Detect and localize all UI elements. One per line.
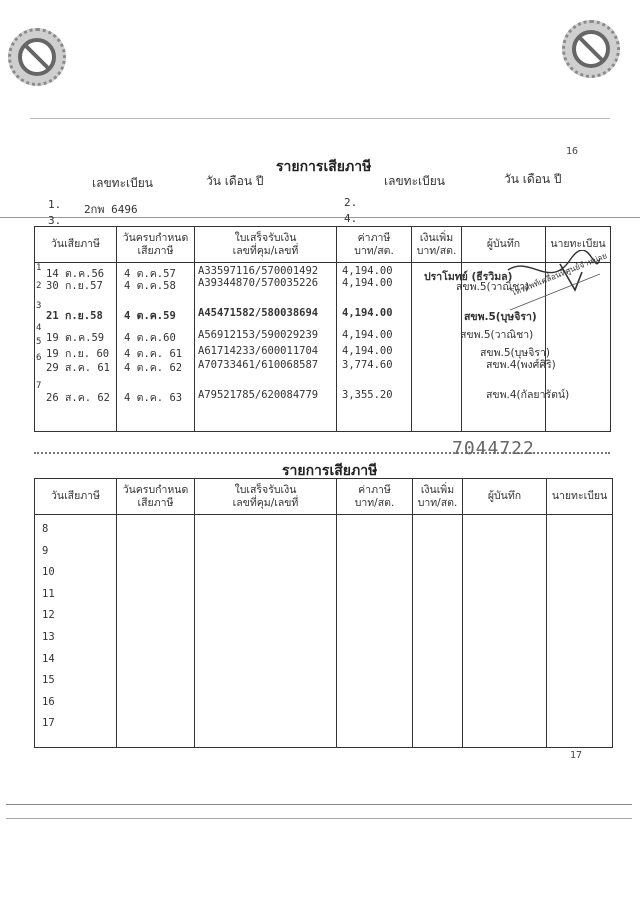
col-header: ใบเสร็จรับเงิน เลขที่คุม/เลขที่ [195, 227, 337, 263]
watermark-stamp-icon [8, 28, 66, 86]
reg-label-right: เลขทะเบียน [384, 174, 445, 188]
sheet-edge [30, 118, 610, 119]
receipt-number: A61714233/600011704 [198, 345, 319, 357]
recorder-name: ปราโมทย์ (ธีรวิมล) [424, 271, 513, 283]
row-number: 10 [42, 566, 55, 579]
due-date: 4 ต.ค.58 [124, 280, 176, 292]
tax-amount: 4,194.00 [342, 307, 393, 319]
col-header: ค่าภาษี บาท/สต. [337, 227, 412, 263]
due-date-column [117, 263, 195, 432]
sheet-bottom-edge [6, 818, 632, 819]
due-date: 4 ต.ค.59 [124, 310, 176, 322]
tax-table-bottom [34, 478, 613, 748]
receipt-number: A39344870/570035226 [198, 277, 319, 289]
page-title-top: รายการเสียภาษี [276, 159, 372, 175]
date-label-left: วัน เดือน ปี [206, 174, 264, 188]
due-date: 4 ต.ค. 61 [124, 348, 183, 360]
col-header: ผู้บันทึก [462, 227, 546, 263]
reg-slot-4-num: 4. [344, 212, 358, 225]
col-header: ผู้บันทึก [463, 479, 547, 515]
due-date: 4 ต.ค. 62 [124, 362, 183, 374]
page-number-top: 16 [566, 146, 579, 157]
due-date: 4 ต.ค.57 [124, 268, 176, 280]
col-header: เงินเพิ่ม บาท/สต. [413, 479, 463, 515]
tax-amount: 3,355.20 [342, 389, 393, 401]
row-marker: 1 [36, 263, 42, 273]
paid-date: 21 ก.ย.58 [46, 310, 103, 322]
reg-label-left: เลขทะเบียน [92, 176, 153, 190]
recorder-name: สขพ.5(บุษจิรา) [464, 311, 537, 323]
serial-number: 7044722 [452, 438, 535, 459]
col-header: ใบเสร็จรับเงิน เลขที่คุม/เลขที่ [195, 479, 337, 515]
col-header: ค่าภาษี บาท/สต. [337, 479, 413, 515]
paid-date: 30 ก.ย.57 [46, 280, 103, 292]
row-marker: 3 [36, 301, 42, 311]
row-number-column [35, 515, 117, 748]
tax-column [337, 263, 412, 432]
col-header: นายทะเบียน [546, 227, 611, 263]
row-number: 11 [42, 587, 55, 600]
tax-amount: 3,774.60 [342, 359, 393, 371]
watermark-stamp-icon [562, 20, 620, 78]
reg-slot-2-num: 2. [344, 196, 358, 209]
row-number: 15 [42, 674, 55, 687]
paid-date-column [35, 263, 117, 432]
paid-date: 19 ต.ค.59 [46, 332, 105, 344]
col-header: วันเสียภาษี [35, 227, 117, 263]
recorder-name: สขพ.5(วาณิชา) [460, 329, 534, 341]
row-marker: 2 [36, 281, 42, 291]
page-number-bottom: 17 [570, 750, 583, 761]
receipt-number: A56912153/590029239 [198, 329, 319, 341]
reg-slot-3-num: 3. [48, 214, 62, 227]
row-number: 17 [42, 717, 55, 730]
recorder-name: สขพ.5(บุษจิรา) [480, 347, 550, 359]
col-header: วันเสียภาษี [35, 479, 117, 515]
col-header: นายทะเบียน [547, 479, 613, 515]
tax-amount: 4,194.00 [342, 329, 393, 341]
row-number: 13 [42, 631, 55, 643]
paid-date: 14 ต.ค.56 [46, 268, 105, 280]
col-header: วันครบกำหนด เสียภาษี [117, 227, 195, 263]
date-label-right: วัน เดือน ปี [504, 172, 562, 186]
page-title-bottom: รายการเสียภาษี [282, 463, 378, 479]
tax-amount: 4,194.00 [342, 345, 393, 357]
row-number: 9 [42, 544, 49, 557]
surcharge-column [412, 263, 462, 432]
recorder-name: สขพ.4(กัลยารัตน์) [486, 389, 570, 401]
due-date: 4 ต.ค. 63 [124, 392, 183, 404]
tax-amount: 4,194.00 [342, 265, 393, 277]
row-number: 14 [42, 652, 55, 665]
receipt-number: A45471582/580038694 [198, 307, 319, 319]
row-marker: 4 [36, 323, 42, 333]
paid-date: 26 ส.ค. 62 [46, 392, 111, 404]
receipt-number: A33597116/570001492 [198, 265, 319, 277]
stamp-text: โทรศัพท์เคลื่อนที่ศูนย์จำหน่าย [510, 251, 609, 298]
receipt-column [195, 263, 337, 432]
recorder-name: สขพ.5(วาณิชา) [456, 281, 530, 293]
row-number: 12 [42, 609, 55, 622]
row-marker: 5 [36, 337, 42, 347]
tax-amount: 4,194.00 [342, 277, 393, 289]
receipt-number: A79521785/620084779 [198, 389, 319, 401]
paid-date: 19 ก.ย. 60 [46, 348, 110, 360]
recorder-name: สขพ.4(พงศ์ศิริ) [486, 359, 556, 371]
reg-slot-1-num: 1. [48, 198, 62, 211]
receipt-number: A70733461/610068587 [198, 359, 319, 371]
reg-slot-1-value: 2กพ 6496 [84, 203, 138, 216]
paid-date: 29 ส.ค. 61 [46, 362, 111, 374]
col-header: เงินเพิ่ม บาท/สต. [412, 227, 462, 263]
sheet-bottom-edge [6, 804, 632, 805]
row-number: 16 [42, 695, 55, 708]
col-header: วันครบกำหนด เสียภาษี [117, 479, 195, 515]
row-marker: 7 [36, 381, 42, 391]
row-number: 8 [42, 523, 49, 535]
due-date: 4 ต.ค.60 [124, 332, 176, 344]
row-marker: 6 [36, 353, 42, 363]
